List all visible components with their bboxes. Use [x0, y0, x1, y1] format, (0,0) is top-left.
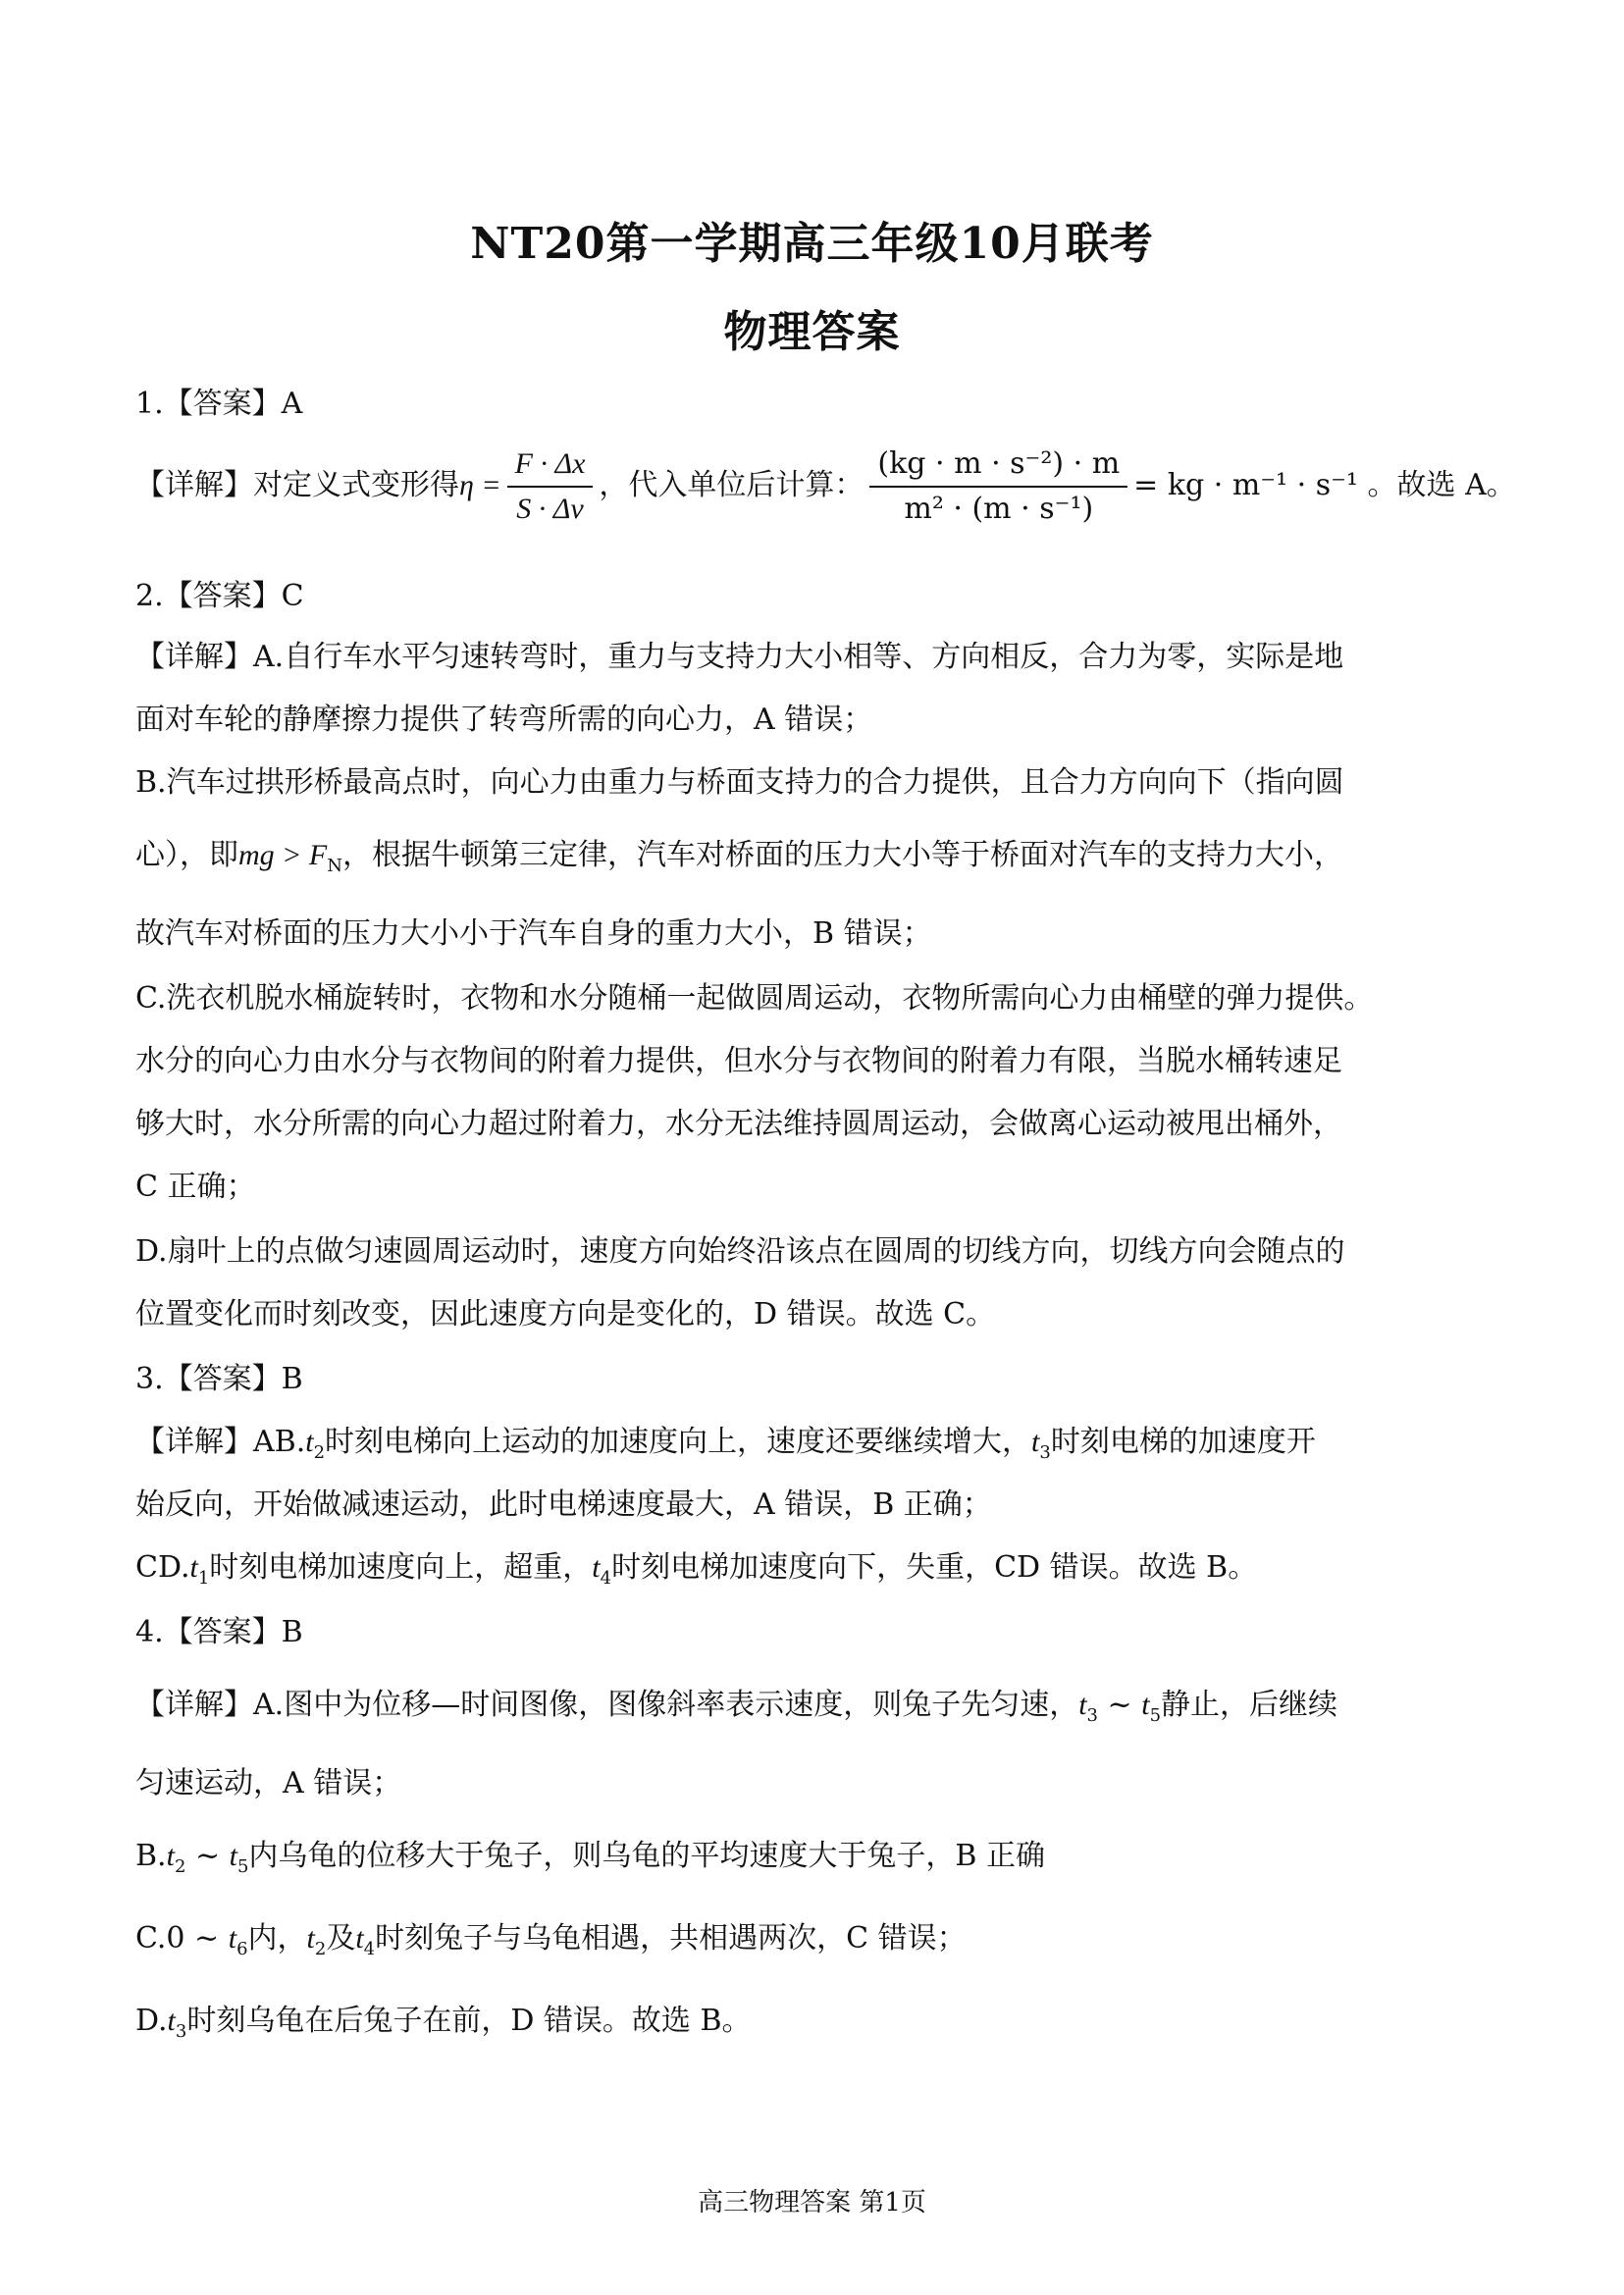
q2-mg-relation: mg > F [238, 839, 328, 871]
q2-line-7: 水分的向心力由水分与衣物间的附着力提供，但水分与衣物间的附着力有限，当脱水桶转速足 [135, 1044, 1342, 1078]
q2-line-11: 位置变化而时刻改变，因此速度方向是变化的，D 错误。故选 C。 [135, 1297, 996, 1331]
q3-line-1: 【详解】$AB.t_2$时刻电梯向上运动的加速度向上，速度还要继续增大，$t_3$时刻电梯的加速度开 [135, 1425, 1316, 1463]
q2-line-2: 面对车轮的静摩擦力提供了转弯所需的向心力，A 错误； [135, 703, 873, 737]
q1-unit-denominator: m² · (m · s⁻¹) [904, 492, 1094, 526]
q1-unit-numerator: (kg · m · s⁻²) · m [869, 444, 1127, 488]
q3-answer: 3.【答案】B [135, 1362, 303, 1396]
q3-line-2: 始反向，开始做减速运动，此时电梯速度最大，A 错误，B 正确； [135, 1487, 992, 1522]
q2-line-4 [135, 834, 1494, 888]
q2-line-1: 【详解】A.自行车水平匀速转弯时，重力与支持力大小相等、方向相反，合力为零，实际是地 [135, 640, 1344, 674]
q2-line-4-end: ，根据牛顿第三定律，汽车对桥面的压力大小等于桥面对汽车的支持力大小， [341, 838, 1343, 872]
q4-line-2: 匀速运动，A 错误； [135, 1766, 402, 1800]
exam-title: NT20第一学期高三年级10月联考 [470, 219, 1154, 269]
q2-answer: 2.【答案】C [135, 579, 304, 613]
q1-eta: η = [459, 469, 501, 501]
page-footer: 高三物理答案 第1页 [698, 2188, 926, 2217]
q2-line-5: 故汽车对桥面的压力大小小于汽车自身的重力大小，B 错误； [135, 916, 932, 951]
q3-line-3: $CD.t_1$时刻电梯加速度向上，超重，$t_4$时刻电梯加速度向下，失重，CD 错误。故选 B。 [135, 1550, 1258, 1589]
q1-formula-denominator: S · Δv [516, 493, 584, 525]
q2-line-6: C.洗衣机脱水桶旋转时，衣物和水分随桶一起做圆周运动，衣物所需向心力由桶壁的弹力提供。 [135, 981, 1374, 1016]
q1-detail-mid: ，代入单位后计算： [599, 468, 864, 502]
q2-line-10: D.扇叶上的点做匀速圆周运动时，速度方向始终沿该点在圆周的切线方向，切线方向会随点的 [135, 1234, 1345, 1269]
exam-subtitle: 物理答案 [723, 307, 901, 357]
q4-line-4: C.0 ~ $t_6$内，$t_2$及$t_4$时刻兔子与乌龟相遇，共相遇两次，C 错误； [135, 1921, 967, 1959]
q1-formula-fraction [507, 444, 594, 529]
q2-line-3: B.汽车过拱形桥最高点时，向心力由重力与桥面支持力的合力提供，且合力方向向下（指向圆 [135, 765, 1344, 800]
q1-detail [135, 442, 1516, 530]
q1-answer: 1.【答案】A [135, 387, 303, 421]
q4-line-1: 【详解】A.图中为位移—时间图像，图像斜率表示速度，则兔子先匀速，$t_3$ ~ $t_5$静止，后继续 [135, 1688, 1338, 1726]
q2-fn-subscript: N [327, 856, 342, 876]
q2-line-8: 够大时，水分所需的向心力超过附着力，水分无法维持圆周运动，会做离心运动被甩出桶外， [135, 1107, 1342, 1141]
q1-formula-numerator: F · Δx [507, 444, 594, 488]
q1-unit-fraction [869, 444, 1127, 529]
q1-detail-prefix: 【详解】对定义式变形得 [135, 468, 459, 502]
q4-answer: 4.【答案】B [135, 1615, 303, 1649]
q2-line-4-start: 心），即 [135, 838, 238, 872]
q4-line-5: $D.t_3$时刻乌龟在后兔子在前，D 错误。故选 B。 [135, 2004, 752, 2042]
q1-detail-result: = kg · m⁻¹ · s⁻¹ 。故选 A。 [1133, 468, 1516, 502]
q4-line-3: $B.t_2$ ~ $t_5$内乌龟的位移大于兔子，则乌龟的平均速度大于兔子，B 正确 [135, 1839, 1046, 1877]
q2-line-9: C 正确； [135, 1170, 256, 1204]
